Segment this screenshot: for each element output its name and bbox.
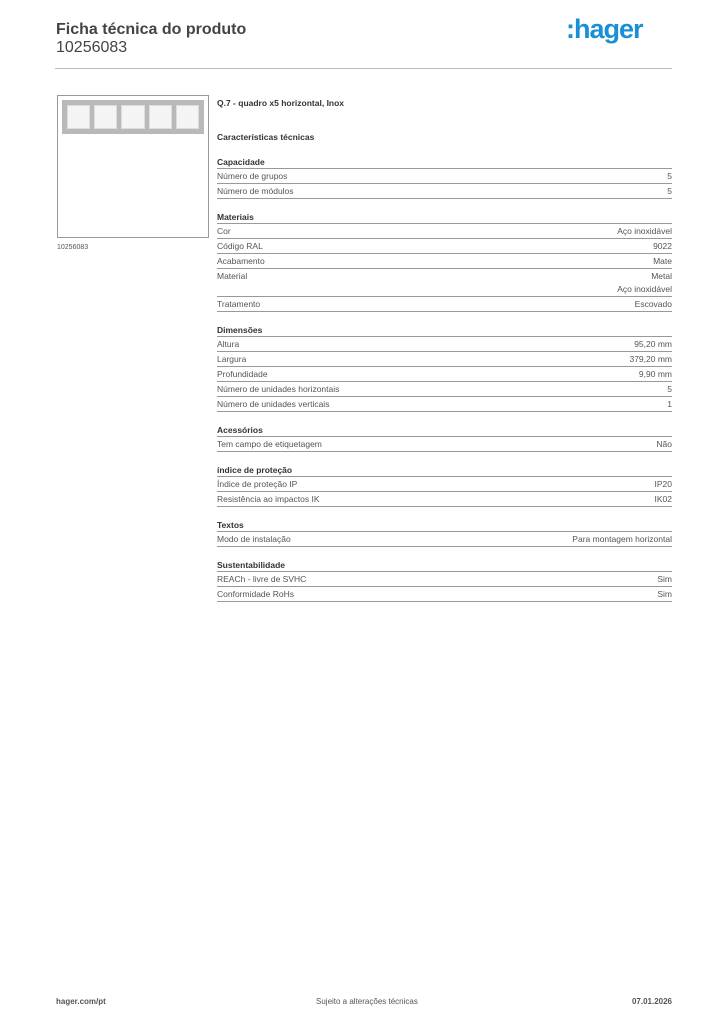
spec-row [217, 269, 672, 297]
spec-value: Sim [657, 574, 672, 584]
product-image [57, 95, 209, 238]
hager-logo: :hager [566, 14, 643, 44]
spec-label: Número de grupos [217, 171, 288, 181]
spec-row [217, 477, 672, 492]
spec-value: 9,90 mm [638, 369, 672, 379]
page-title: Ficha técnica do produto [56, 21, 247, 38]
spec-label: Material [217, 271, 248, 281]
spec-section [217, 519, 672, 547]
spec-section [217, 559, 672, 602]
frame-picture [62, 100, 204, 134]
spec-label: Tratamento [217, 299, 261, 309]
spec-value: 5 [667, 384, 672, 394]
spec-value: IP20 [654, 479, 672, 489]
spec-label: Conformidade RoHs [217, 589, 295, 599]
spec-value: Mate [653, 256, 672, 266]
spec-row [217, 352, 672, 367]
spec-content [217, 96, 672, 602]
spec-row [217, 492, 672, 507]
spec-row [217, 382, 672, 397]
spec-value: 95,20 mm [634, 339, 672, 349]
spec-value: Para montagem horizontal [572, 534, 672, 544]
spec-label: Modo de instalação [217, 534, 291, 544]
spec-label: Resistência ao impactos IK [217, 494, 320, 504]
product-title: Q.7 - quadro x5 horizontal, Inox [217, 98, 345, 108]
product-code: 10256083 [56, 39, 128, 56]
spec-row [217, 297, 672, 312]
spec-value: Metal Aço inoxidável [617, 271, 672, 294]
specs-heading: Características técnicas [217, 132, 315, 142]
spec-value: Não [656, 439, 672, 449]
spec-section [217, 424, 672, 452]
spec-value: IK02 [654, 494, 672, 504]
section-heading: Acessórios [217, 424, 672, 437]
spec-label: Largura [217, 354, 247, 364]
spec-row [217, 367, 672, 382]
spec-row [217, 532, 672, 547]
spec-label: Número de unidades horizontais [217, 384, 340, 394]
section-heading: Materiais [217, 211, 672, 224]
section-heading: Dimensões [217, 324, 672, 337]
spec-row [217, 437, 672, 452]
spec-label: Número de unidades verticais [217, 399, 330, 409]
section-heading: Textos [217, 519, 672, 532]
spec-value: 1 [667, 399, 672, 409]
spec-value: 5 [667, 171, 672, 181]
spec-row [217, 337, 672, 352]
spec-label: Código RAL [217, 241, 263, 251]
spec-row [217, 224, 672, 239]
spec-row [217, 169, 672, 184]
spec-value: 379,20 mm [629, 354, 672, 364]
section-heading: Sustentabilidade [217, 559, 672, 572]
spec-row [217, 184, 672, 199]
footer-date: 07.01.2026 [631, 997, 672, 1006]
spec-label: Cor [217, 226, 231, 236]
spec-label: Altura [217, 339, 240, 349]
header-divider [55, 68, 672, 69]
spec-label: Profundidade [217, 369, 268, 379]
footer-website[interactable]: hager.com/pt [56, 997, 106, 1006]
spec-row [217, 239, 672, 254]
spec-row [217, 587, 672, 602]
spec-row [217, 572, 672, 587]
spec-value: 5 [667, 186, 672, 196]
image-caption: 10256083 [57, 244, 89, 251]
section-heading: Capacidade [217, 156, 672, 169]
spec-value: Escovado [634, 299, 672, 309]
spec-label: Acabamento [217, 256, 265, 266]
section-heading: índice de proteção [217, 464, 672, 477]
spec-section [217, 211, 672, 312]
spec-label: Número de módulos [217, 186, 294, 196]
spec-label: Tem campo de etiquetagem [217, 439, 322, 449]
spec-section [217, 464, 672, 507]
spec-section [217, 156, 672, 199]
spec-label: Índice de proteção IP [217, 479, 298, 489]
spec-row [217, 397, 672, 412]
spec-section [217, 324, 672, 412]
spec-label: REACh - livre de SVHC [217, 574, 307, 584]
spec-value: 9022 [653, 241, 672, 251]
spec-row [217, 254, 672, 269]
footer-note: Sujeito a alterações técnicas [316, 997, 418, 1006]
spec-value: Sim [657, 589, 672, 599]
spec-value: Aço inoxidável [617, 226, 672, 236]
